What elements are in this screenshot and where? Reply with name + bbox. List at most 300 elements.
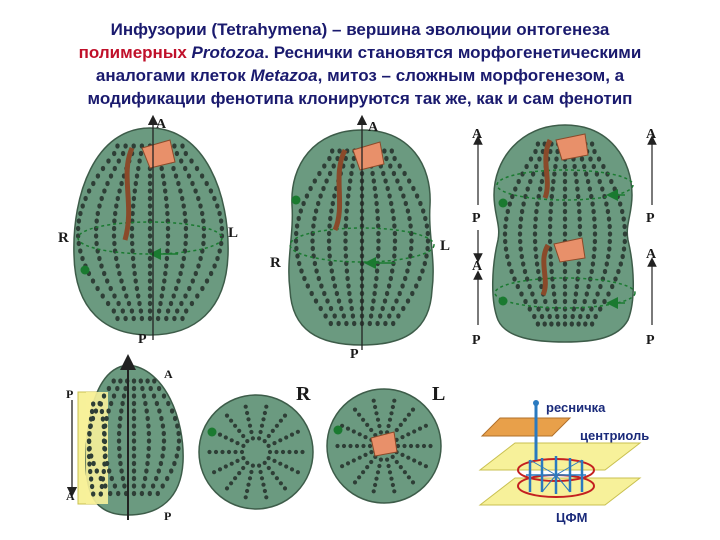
basal-body-dot bbox=[96, 211, 100, 216]
basal-body-dot bbox=[148, 226, 152, 231]
basal-body-dot bbox=[524, 164, 528, 169]
basal-body-dot bbox=[89, 416, 93, 421]
basal-body-dot bbox=[148, 301, 152, 306]
basal-body-dot bbox=[140, 491, 144, 496]
basal-body-dot bbox=[148, 181, 152, 186]
basal-body-dot bbox=[157, 408, 161, 413]
basal-body-dot bbox=[132, 378, 136, 383]
basal-body-dot bbox=[361, 470, 365, 474]
basal-body-dot bbox=[91, 401, 95, 406]
basal-body-dot bbox=[548, 216, 552, 221]
basal-body-dot bbox=[196, 196, 200, 201]
basal-body-dot bbox=[552, 171, 556, 176]
basal-body-dot bbox=[582, 164, 586, 169]
basal-body-dot bbox=[214, 450, 218, 454]
basal-body-dot bbox=[313, 178, 317, 183]
basal-body-dot bbox=[523, 299, 527, 304]
basal-body-dot bbox=[112, 218, 116, 223]
basal-body-dot bbox=[508, 201, 512, 206]
basal-body-dot bbox=[133, 271, 137, 276]
basal-body-dot bbox=[375, 208, 379, 213]
basal-body-dot bbox=[403, 418, 407, 422]
basal-body-dot bbox=[374, 201, 378, 206]
basal-body-dot bbox=[390, 148, 394, 153]
basal-body-dot bbox=[233, 476, 237, 480]
basal-body-dot bbox=[148, 293, 152, 298]
basal-body-dot bbox=[87, 454, 91, 459]
basal-body-dot bbox=[235, 459, 239, 463]
basal-body-dot bbox=[264, 495, 268, 499]
basal-body-dot bbox=[134, 181, 138, 186]
basal-body-dot bbox=[330, 268, 334, 273]
basal-body-dot bbox=[263, 411, 267, 415]
basal-body-dot bbox=[352, 458, 356, 462]
basal-body-dot bbox=[563, 201, 567, 206]
basal-body-dot bbox=[127, 301, 131, 306]
basal-body-dot bbox=[174, 173, 178, 178]
basal-body-dot bbox=[378, 313, 382, 318]
basal-body-dot bbox=[322, 163, 326, 168]
basal-body-dot bbox=[257, 464, 261, 468]
basal-body-dot bbox=[310, 291, 314, 296]
basal-body-dot bbox=[183, 166, 187, 171]
basal-body-dot bbox=[563, 269, 567, 274]
basal-body-dot bbox=[299, 268, 303, 273]
basal-body-dot bbox=[578, 231, 582, 236]
basal-body-dot bbox=[373, 283, 377, 288]
basal-body-dot bbox=[400, 435, 404, 439]
basal-body-dot bbox=[122, 286, 126, 291]
basal-body-dot bbox=[88, 424, 92, 429]
basal-body-dot bbox=[333, 313, 337, 318]
basal-body-dot bbox=[323, 313, 327, 318]
basal-body-dot bbox=[329, 321, 333, 326]
basal-body-dot bbox=[327, 156, 331, 161]
basal-body-dot bbox=[578, 216, 582, 221]
basal-body-dot bbox=[224, 464, 228, 468]
basal-body-dot bbox=[601, 164, 605, 169]
basal-body-dot bbox=[344, 321, 348, 326]
basal-body-dot bbox=[605, 261, 609, 266]
basal-body-dot bbox=[97, 203, 101, 208]
basal-body-dot bbox=[271, 471, 275, 475]
basal-body-dot bbox=[279, 481, 283, 485]
cell-1-label-R: R bbox=[58, 230, 69, 246]
basal-body-dot bbox=[535, 201, 539, 206]
basal-body-dot bbox=[148, 218, 152, 223]
basal-body-dot bbox=[102, 424, 106, 429]
basal-body-dot bbox=[534, 164, 538, 169]
basal-body-dot bbox=[519, 291, 523, 296]
basal-body-dot bbox=[278, 438, 282, 442]
basal-body-dot bbox=[327, 246, 331, 251]
basal-body-dot bbox=[563, 216, 567, 221]
basal-body-dot bbox=[116, 196, 120, 201]
basal-body-dot bbox=[340, 464, 344, 468]
basal-body-dot bbox=[592, 246, 596, 251]
basal-body-dot bbox=[393, 238, 397, 243]
basal-body-dot bbox=[118, 453, 122, 458]
basal-body-dot bbox=[592, 216, 596, 221]
basal-body-dot bbox=[275, 424, 279, 428]
basal-body-dot bbox=[263, 461, 267, 465]
basal-body-dot bbox=[246, 483, 250, 487]
basal-body-dot bbox=[363, 435, 367, 439]
basal-body-dot bbox=[115, 143, 119, 148]
basal-body-dot bbox=[406, 208, 410, 213]
basal-body-dot bbox=[325, 298, 329, 303]
basal-body-dot bbox=[132, 483, 136, 488]
basal-body-dot bbox=[114, 256, 118, 261]
basal-body-dot bbox=[387, 313, 391, 318]
basal-body-dot bbox=[116, 491, 120, 496]
basal-body-dot bbox=[161, 286, 165, 291]
basal-body-dot bbox=[148, 286, 152, 291]
basal-body-dot bbox=[294, 238, 298, 243]
basal-body-dot bbox=[95, 218, 99, 223]
basal-body-dot bbox=[593, 224, 597, 229]
basal-body-dot bbox=[509, 269, 513, 274]
basal-body-dot bbox=[505, 254, 509, 259]
basal-body-dot bbox=[279, 419, 283, 423]
basal-body-dot bbox=[563, 171, 567, 176]
basal-body-dot bbox=[179, 158, 183, 163]
basal-body-dot bbox=[175, 308, 179, 313]
basal-body-dot bbox=[570, 321, 574, 326]
basal-body-dot bbox=[152, 393, 156, 398]
basal-body-dot bbox=[368, 321, 372, 326]
basal-body-dot bbox=[370, 306, 374, 311]
basal-body-dot bbox=[200, 286, 204, 291]
basal-body-dot bbox=[337, 298, 341, 303]
basal-body-dot bbox=[146, 423, 150, 428]
basal-body-dot bbox=[607, 216, 611, 221]
basal-body-dot bbox=[198, 203, 202, 208]
basal-body-dot bbox=[404, 201, 408, 206]
basal-body-dot bbox=[331, 276, 335, 281]
basal-body-dot bbox=[116, 301, 120, 306]
basal-body-dot bbox=[294, 450, 298, 454]
basal-body-dot bbox=[401, 193, 405, 198]
basal-body-dot bbox=[350, 306, 354, 311]
basal-body-dot bbox=[376, 231, 380, 236]
basal-body-dot bbox=[132, 386, 136, 391]
basal-body-dot bbox=[160, 453, 164, 458]
basal-body-dot bbox=[136, 293, 140, 298]
basal-body-dot bbox=[106, 408, 110, 413]
basal-body-dot bbox=[130, 241, 134, 246]
basal-body-dot bbox=[372, 399, 376, 403]
basal-body-dot bbox=[406, 456, 410, 460]
basal-body-dot bbox=[103, 439, 107, 444]
basal-body-dot bbox=[517, 179, 521, 184]
basal-body-dot bbox=[383, 321, 387, 326]
basal-body-dot bbox=[183, 241, 187, 246]
basal-body-dot bbox=[583, 299, 587, 304]
basal-body-dot bbox=[392, 253, 396, 258]
basal-body-dot bbox=[218, 248, 222, 253]
basal-body-dot bbox=[311, 246, 315, 251]
basal-body-dot bbox=[371, 298, 375, 303]
basal-body-dot bbox=[260, 424, 264, 428]
basal-body-dot bbox=[147, 438, 151, 443]
basal-body-dot bbox=[165, 248, 169, 253]
basal-body-dot bbox=[295, 253, 299, 258]
basal-body-dot bbox=[95, 468, 99, 473]
basal-body-dot bbox=[121, 151, 125, 156]
basal-body-dot bbox=[592, 254, 596, 259]
basal-body-dot bbox=[166, 233, 170, 238]
basal-body-dot bbox=[146, 416, 150, 421]
basal-body-dot bbox=[103, 446, 107, 451]
basal-body-dot bbox=[376, 418, 380, 422]
basal-body-dot bbox=[405, 268, 409, 273]
basal-body-dot bbox=[345, 201, 349, 206]
basal-body-dot bbox=[90, 484, 94, 489]
basal-body-dot bbox=[117, 431, 121, 436]
basal-body-dot bbox=[335, 291, 339, 296]
basal-body-dot bbox=[594, 314, 598, 319]
basal-body-dot bbox=[392, 223, 396, 228]
basal-body-dot bbox=[119, 181, 123, 186]
basal-body-dot bbox=[249, 470, 253, 474]
basal-body-dot bbox=[607, 246, 611, 251]
basal-body-dot bbox=[116, 263, 120, 268]
basal-body-dot bbox=[361, 444, 365, 448]
label-centriole: центриоль bbox=[580, 428, 650, 443]
basal-body-dot bbox=[521, 201, 525, 206]
basal-body-dot bbox=[107, 386, 111, 391]
basal-body-dot bbox=[574, 179, 578, 184]
basal-body-dot bbox=[533, 231, 537, 236]
basal-body-dot bbox=[103, 454, 107, 459]
basal-body-dot bbox=[319, 283, 323, 288]
basal-body-dot bbox=[563, 179, 567, 184]
basal-body-dot bbox=[77, 241, 81, 246]
basal-body-dot bbox=[421, 208, 425, 213]
basal-body-dot bbox=[177, 438, 181, 443]
cell-5-polar-view-R bbox=[199, 383, 313, 509]
basal-body-dot bbox=[101, 416, 105, 421]
basal-body-dot bbox=[140, 316, 144, 321]
basal-body-dot bbox=[526, 186, 530, 191]
basal-body-dot bbox=[91, 181, 95, 186]
basal-body-dot bbox=[217, 211, 221, 216]
basal-body-dot bbox=[411, 480, 415, 484]
basal-body-dot bbox=[576, 194, 580, 199]
basal-body-dot bbox=[620, 209, 624, 214]
basal-body-dot bbox=[604, 201, 608, 206]
basal-body-dot bbox=[283, 486, 287, 490]
basal-body-dot bbox=[245, 489, 249, 493]
basal-body-dot bbox=[346, 193, 350, 198]
basal-body-dot bbox=[119, 278, 123, 283]
basal-body-dot bbox=[117, 423, 121, 428]
basal-body-dot bbox=[233, 450, 237, 454]
basal-body-dot bbox=[172, 316, 176, 321]
basal-body-dot bbox=[296, 470, 300, 474]
basal-body-dot bbox=[521, 261, 525, 266]
basal-body-dot bbox=[392, 156, 396, 161]
basal-body-dot bbox=[117, 188, 121, 193]
basal-body-dot bbox=[580, 156, 584, 161]
basal-body-dot bbox=[219, 218, 223, 223]
basal-body-dot bbox=[184, 233, 188, 238]
basal-body-dot bbox=[549, 201, 553, 206]
title-line-3-b: , митоз – сложным морфогенезом, а bbox=[317, 66, 625, 85]
basal-body-dot bbox=[381, 171, 385, 176]
basal-body-dot bbox=[407, 261, 411, 266]
basal-body-dot bbox=[343, 246, 347, 251]
basal-body-dot bbox=[130, 248, 134, 253]
basal-body-dot bbox=[163, 271, 167, 276]
basal-body-dot bbox=[563, 299, 567, 304]
basal-body-dot bbox=[215, 203, 219, 208]
basal-body-dot bbox=[387, 464, 391, 468]
basal-body-dot bbox=[187, 286, 191, 291]
basal-body-dot bbox=[224, 435, 228, 439]
basal-body-dot bbox=[113, 211, 117, 216]
basal-body-dot bbox=[101, 476, 105, 481]
basal-body-dot bbox=[96, 173, 100, 178]
basal-body-dot bbox=[516, 284, 520, 289]
title-metazoa: Metazoa bbox=[250, 66, 318, 85]
basal-body-dot bbox=[180, 263, 184, 268]
basal-body-dot bbox=[520, 209, 524, 214]
basal-body-dot bbox=[241, 444, 245, 448]
basal-body-dot bbox=[314, 208, 318, 213]
basal-body-dot bbox=[532, 314, 536, 319]
basal-body-dot bbox=[123, 143, 127, 148]
title-line-4-text: модификации фенотипа клонируются так же, как и сам фенотип bbox=[87, 89, 633, 108]
basal-body-dot bbox=[339, 306, 343, 311]
basal-body-dot bbox=[191, 278, 195, 283]
basal-body-dot bbox=[342, 313, 346, 318]
basal-body-dot bbox=[369, 450, 373, 454]
basal-body-dot bbox=[368, 444, 372, 448]
basal-body-dot bbox=[602, 299, 606, 304]
basal-body-dot bbox=[115, 316, 119, 321]
basal-body-dot bbox=[76, 226, 80, 231]
cell-2-early-division bbox=[270, 120, 450, 362]
basal-body-dot bbox=[112, 378, 116, 383]
basal-body-dot bbox=[148, 233, 152, 238]
basal-body-dot bbox=[136, 166, 140, 171]
basal-body-dot bbox=[313, 261, 317, 266]
basal-body-dot bbox=[319, 306, 323, 311]
basal-body-dot bbox=[165, 203, 169, 208]
basal-body-dot bbox=[308, 186, 312, 191]
basal-body-dot bbox=[121, 476, 125, 481]
basal-body-dot bbox=[102, 271, 106, 276]
basal-body-dot bbox=[246, 417, 250, 421]
basal-body-dot bbox=[290, 433, 294, 437]
basal-body-dot bbox=[592, 149, 596, 154]
cell-4-band-label-A: A bbox=[66, 489, 75, 503]
basal-body-dot bbox=[376, 216, 380, 221]
basal-body-dot bbox=[401, 306, 405, 311]
cell-3-right-P-bot: P bbox=[646, 333, 655, 348]
basal-body-dot bbox=[143, 401, 147, 406]
basal-body-dot bbox=[251, 464, 255, 468]
basal-body-dot bbox=[295, 223, 299, 228]
basal-body-dot bbox=[160, 293, 164, 298]
basal-body-dot bbox=[148, 211, 152, 216]
basal-body-dot bbox=[162, 438, 166, 443]
basal-body-dot bbox=[414, 283, 418, 288]
basal-body-dot bbox=[161, 483, 165, 488]
basal-body-dot bbox=[396, 313, 400, 318]
basal-body-dot bbox=[91, 461, 95, 466]
basal-body-dot bbox=[363, 453, 367, 457]
basal-body-dot bbox=[195, 166, 199, 171]
basal-body-dot bbox=[608, 224, 612, 229]
basal-body-dot bbox=[187, 173, 191, 178]
basal-body-dot bbox=[157, 308, 161, 313]
basal-body-dot bbox=[550, 194, 554, 199]
basal-body-dot bbox=[87, 446, 91, 451]
basal-body-dot bbox=[395, 428, 399, 432]
cell-3-right-A-mid: A bbox=[646, 247, 657, 262]
basal-body-dot bbox=[374, 276, 378, 281]
basal-body-dot bbox=[107, 468, 111, 473]
basal-body-dot bbox=[376, 238, 380, 243]
basal-body-dot bbox=[426, 238, 430, 243]
basal-body-dot bbox=[314, 268, 318, 273]
basal-body-dot bbox=[176, 278, 180, 283]
basal-body-dot bbox=[348, 298, 352, 303]
basal-body-dot bbox=[184, 308, 188, 313]
basal-body-dot bbox=[207, 450, 211, 454]
basal-body-dot bbox=[353, 408, 357, 412]
basal-body-dot bbox=[104, 416, 108, 421]
basal-body-dot bbox=[132, 401, 136, 406]
basal-body-dot bbox=[598, 179, 602, 184]
basal-body-dot bbox=[365, 423, 369, 427]
basal-body-dot bbox=[534, 209, 538, 214]
basal-body-dot bbox=[267, 434, 271, 438]
basal-body-dot bbox=[148, 316, 152, 321]
basal-body-dot bbox=[310, 238, 314, 243]
basal-body-dot bbox=[165, 211, 169, 216]
basal-body-dot bbox=[392, 171, 396, 176]
basal-body-dot bbox=[240, 450, 244, 454]
basal-body-dot bbox=[132, 143, 136, 148]
basal-body-dot bbox=[586, 179, 590, 184]
basal-body-dot bbox=[347, 186, 351, 191]
basal-body-dot bbox=[381, 306, 385, 311]
basal-body-dot bbox=[317, 276, 321, 281]
basal-body-dot bbox=[350, 163, 354, 168]
basal-body-dot bbox=[415, 444, 419, 448]
cell-4-label-P: P bbox=[164, 509, 172, 523]
basal-body-dot bbox=[87, 461, 91, 466]
ciliary-unit-diagram bbox=[480, 400, 649, 525]
basal-body-dot bbox=[100, 196, 104, 201]
basal-body-dot bbox=[551, 284, 555, 289]
basal-body-dot bbox=[583, 321, 587, 326]
basal-body-dot bbox=[178, 188, 182, 193]
basal-body-dot bbox=[148, 308, 152, 313]
basal-body-dot bbox=[130, 226, 134, 231]
basal-body-dot bbox=[507, 261, 511, 266]
basal-body-dot bbox=[311, 223, 315, 228]
basal-body-dot bbox=[190, 181, 194, 186]
basal-body-dot bbox=[563, 209, 567, 214]
cell-3-left-A-top: A bbox=[472, 127, 483, 142]
basal-body-dot bbox=[400, 283, 404, 288]
basal-body-dot bbox=[518, 239, 522, 244]
